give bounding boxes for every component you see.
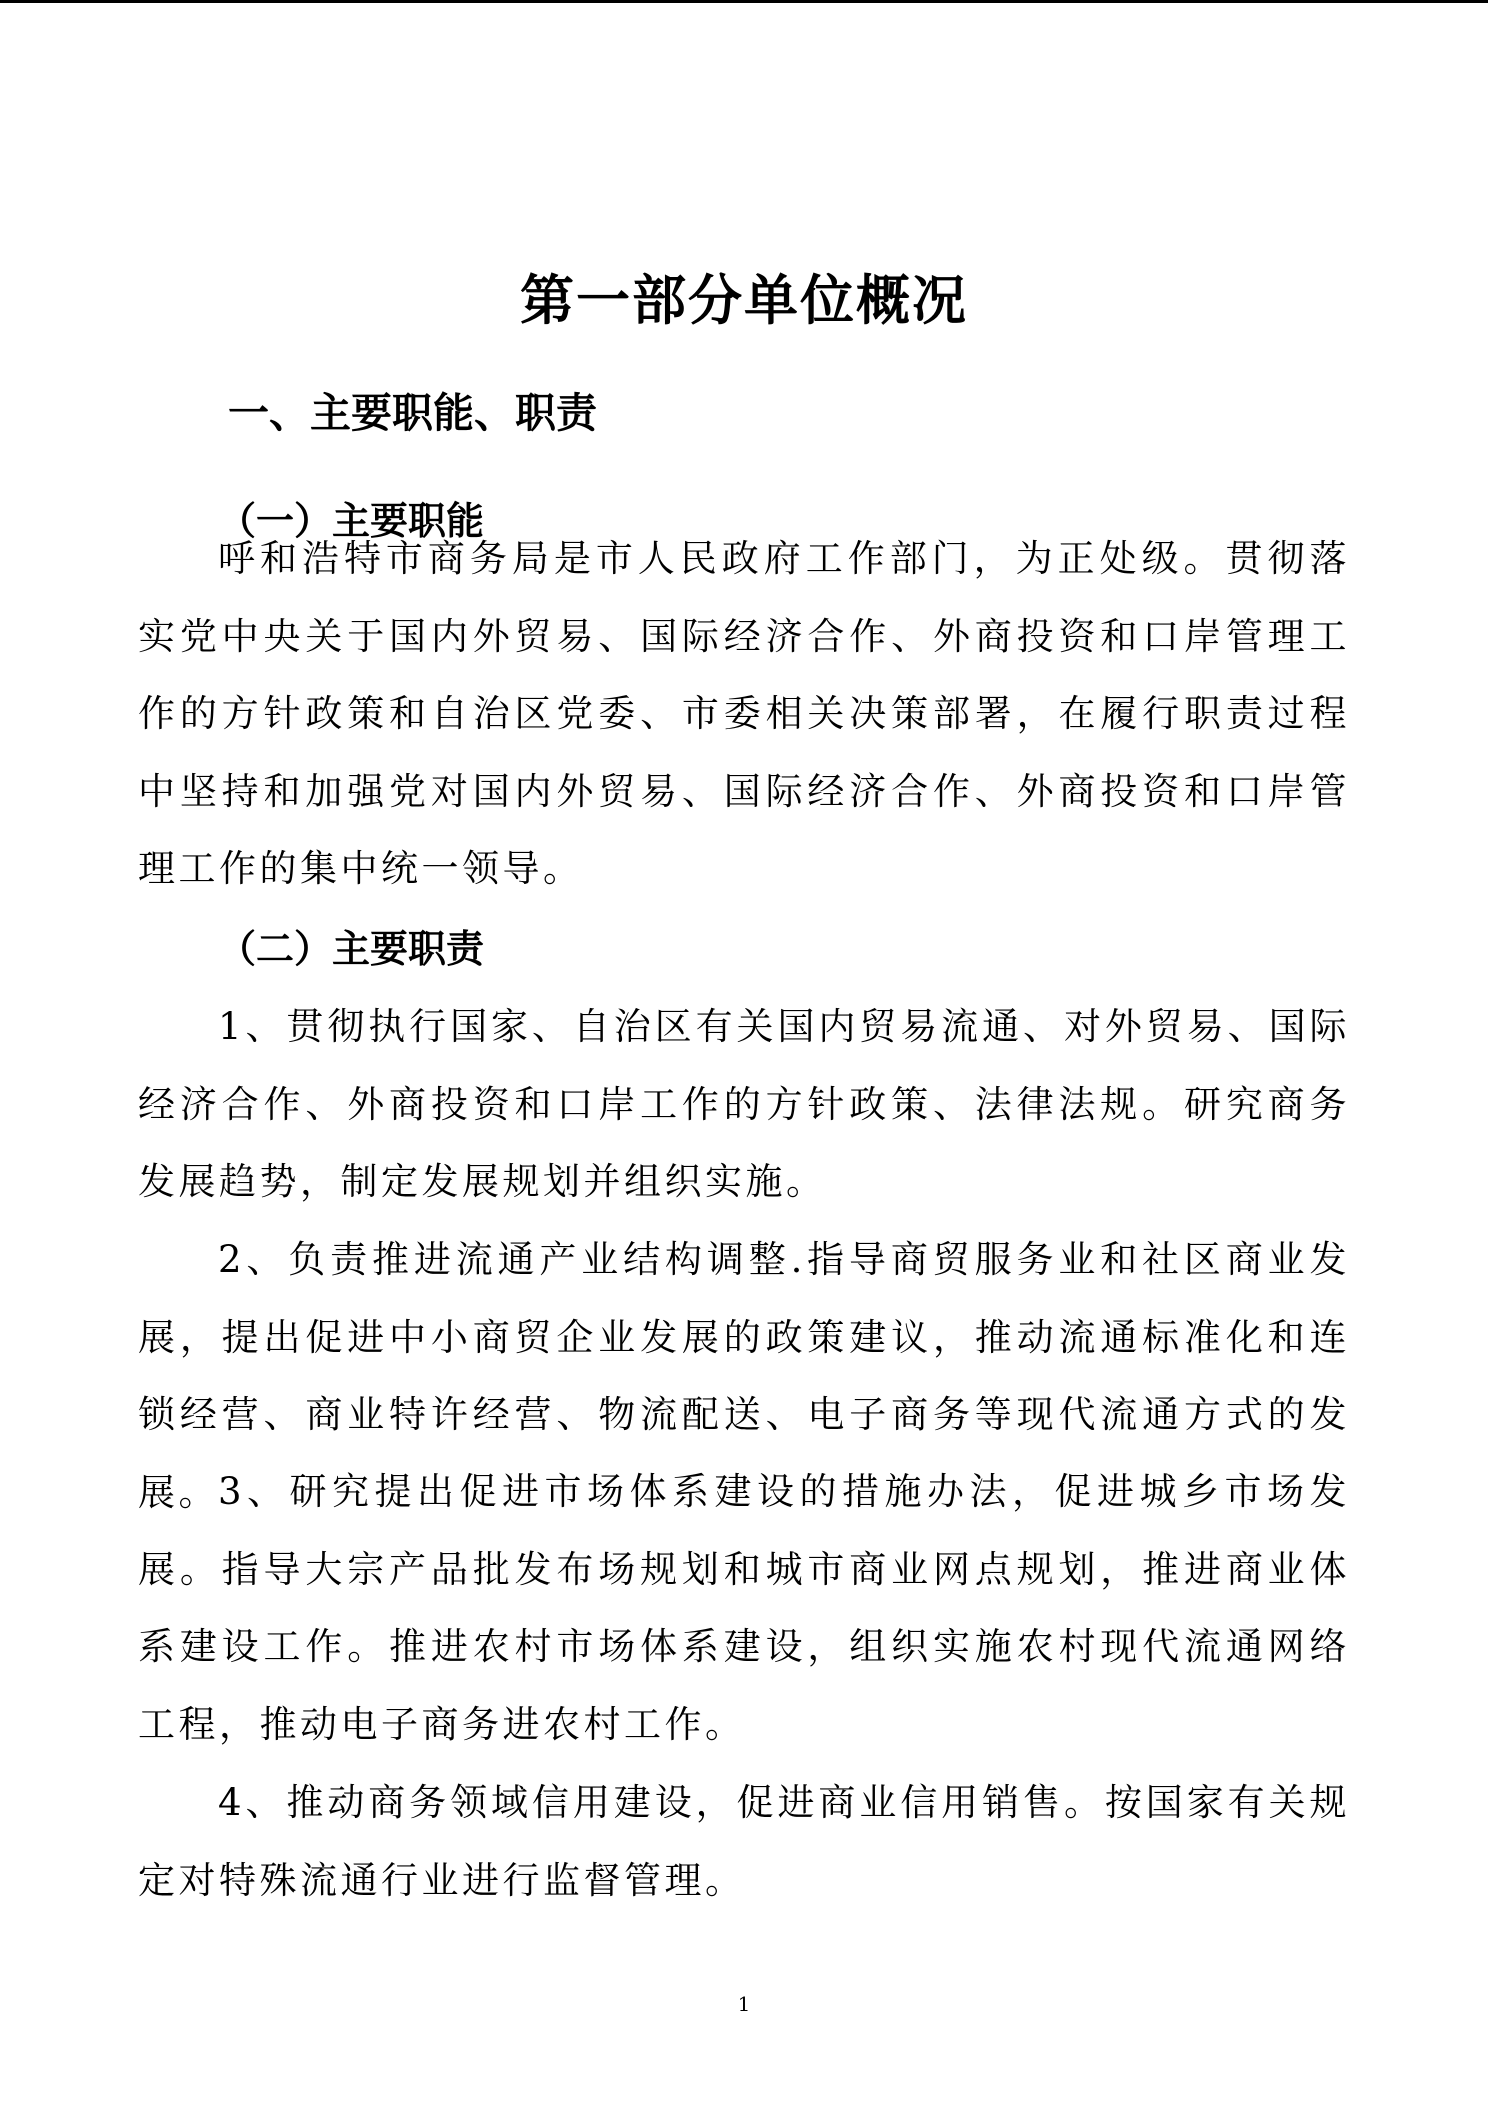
duty-item-1: 1、贯彻执行国家、自治区有关国内贸易流通、对外贸易、国际经济合作、外商投资和口岸工作的方针政策、法律法规。研究商务发展趋势，制定发展规划并组织实施。	[138, 1005, 1350, 1203]
paragraph-main-function: 呼和浩特市商务局是市人民政府工作部门，为正处级。贯彻落实党中央关于国内外贸易、国际经济合作、外商投资和口岸管理工作的方针政策和自治区党委、市委相关决策部署，在履行职责过程中坚持和加强党对国内外贸易、国际经济合作、外商投资和口岸管理工作的集中统一领导。	[138, 537, 1350, 890]
page-number: 1	[737, 1992, 751, 2016]
duty-item-3: 3、研究提出促进市场体系建设的措施办法，促进城乡市场发展。指导大宗产品批发布场规划和城市商业网点规划，推进商业体系建设工作。推进农村市场体系建设，组织实施农村现代流通网络工程，推动电子商务进农村工作。	[138, 1470, 1350, 1746]
subsection-heading-main-duties: （二）主要职责	[218, 927, 485, 971]
top-border-rule	[0, 0, 1488, 3]
duty-item-2: 2、负责推进流通产业结构调整.指导商贸服务业和社区商业发展，提出促进中小商贸企业发展的政策建议，推动流通标准化和连锁经营、商业特许经营、物流配送、电子商务等现代流通方式的发展。	[138, 1238, 1350, 1514]
page-title: 第一部分单位概况	[520, 268, 968, 332]
section-heading-main-functions: 一、主要职能、职责	[228, 389, 597, 437]
subsection-heading-main-function: （一）主要职能	[218, 499, 485, 543]
duty-item-4: 4、推动商务领域信用建设，促进商业信用销售。按国家有关规定对特殊流通行业进行监督管理。	[138, 1781, 1350, 1902]
